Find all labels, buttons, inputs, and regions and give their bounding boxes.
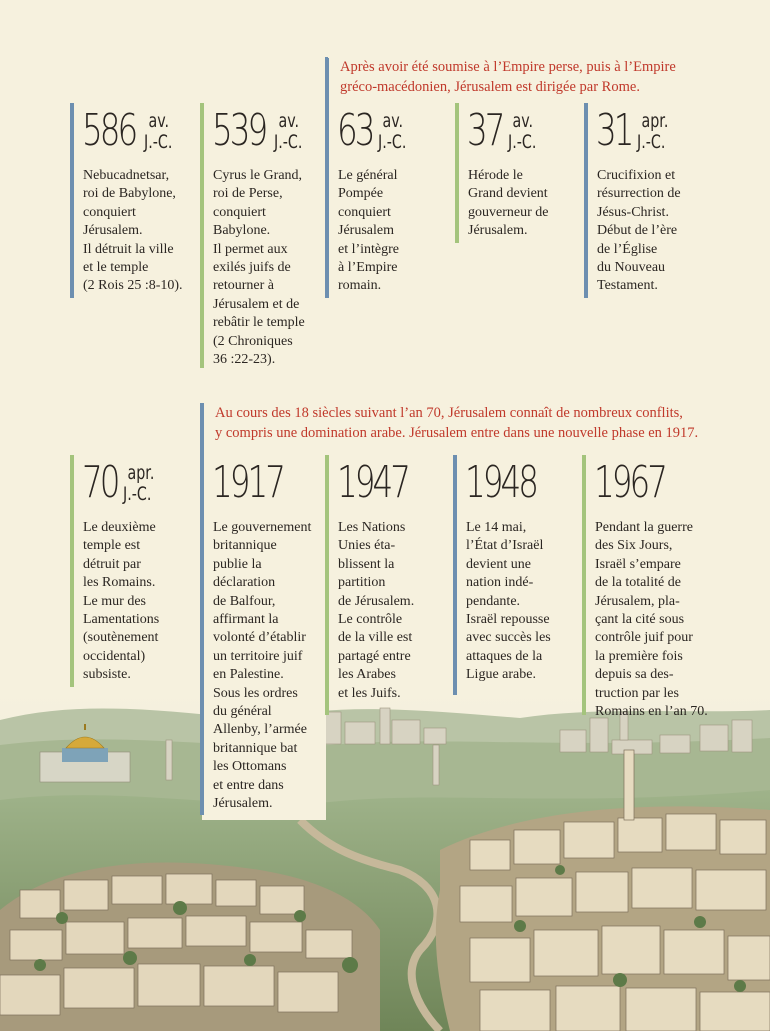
- timeline-year: 539: [212, 105, 266, 156]
- timeline-text: Le deuxième temple est détruit par les Romains. Le mur des Lamentations (soutènement occidental) subsiste.: [83, 520, 160, 683]
- timeline-era: [274, 111, 304, 153]
- timeline-era-line2: J.-C.: [378, 131, 407, 153]
- timeline-entry-1967: [582, 455, 732, 720]
- timeline-bar: [582, 455, 586, 715]
- timeline-bar: [584, 103, 588, 298]
- timeline-era-line2: J.-C.: [144, 131, 173, 153]
- intro-eighteen-centuries: Au cours des 18 siècles suivant l’an 70, Jérusalem connaît de nombreux conflits, y compris une domination arabe. Jérusalem entre dans une nouvelle phase en 1917.: [200, 403, 755, 441]
- timeline-era-line1: apr.: [641, 110, 669, 132]
- timeline-era-line2: J.-C.: [274, 131, 303, 153]
- timeline-era-line1: av.: [148, 110, 170, 132]
- timeline-bar: [200, 103, 204, 368]
- timeline-era: [123, 463, 153, 505]
- timeline-bar: [200, 403, 204, 815]
- timeline-entry-70: [70, 455, 195, 687]
- timeline-entry-539: [200, 103, 325, 368]
- timeline-entry-31: [584, 103, 724, 298]
- timeline-entry-63: [325, 103, 450, 343]
- timeline-era: [144, 111, 174, 153]
- timeline-year: 1948: [465, 457, 537, 508]
- jerusalem-landscape-illustration: [0, 690, 770, 1031]
- timeline-text: Le gouvernement britannique publie la déclaration de Balfour, affirmant la volonté d’établir un territoire juif en Palestine. Sous les ordres du général Allenby, l’armée britannique bat les Ottomans et entre dans Jérusalem.: [213, 520, 312, 812]
- timeline-text: Crucifixion et résurrection de Jésus-Christ. Début de l’ère de l’Église du Nouveau Testament.: [597, 168, 681, 294]
- timeline-year: 70: [82, 457, 118, 508]
- timeline-era: [508, 111, 538, 153]
- timeline-entry-586: [70, 103, 195, 298]
- timeline-year: 63: [337, 105, 373, 156]
- timeline-year: 37: [467, 105, 503, 156]
- timeline-entry-1917: [200, 455, 326, 815]
- timeline-text: Les Nations Unies éta- blissent la partition de Jérusalem. Le contrôle de la ville est partagé entre les Arabes et les Juifs.: [338, 520, 415, 701]
- timeline-era: [637, 111, 667, 153]
- timeline-era-line1: av.: [278, 110, 300, 132]
- timeline-era-line2: J.-C.: [508, 131, 537, 153]
- timeline-era-line1: apr.: [127, 462, 155, 484]
- timeline-entry-1947: [325, 455, 450, 715]
- timeline-text: Nebucadnetsar, roi de Babylone, conquiert Jérusalem. Il détruit la ville et le temple (2 Rois 25 :8-10).: [83, 168, 183, 294]
- intro-persian-rule: Après avoir été soumise à l’Empire perse, puis à l’Empire gréco-macédonien, Jérusalem est dirigée par Rome.: [325, 57, 760, 95]
- timeline-bar: [70, 103, 74, 298]
- timeline-era-line2: J.-C.: [637, 131, 666, 153]
- timeline-entry-37: [455, 103, 580, 243]
- timeline-bar: [455, 103, 459, 243]
- timeline-text: Le général Pompée conquiert Jérusalem et l’intègre à l’Empire romain.: [338, 168, 400, 294]
- timeline-year: 1967: [594, 457, 666, 508]
- timeline-bar: [453, 455, 457, 695]
- timeline-bar: [70, 455, 74, 687]
- timeline-entry-1948: [453, 455, 578, 695]
- timeline-year: 1917: [212, 457, 284, 508]
- timeline-text: Pendant la guerre des Six Jours, Israël s’empare de la totalité de Jérusalem, pla- çant la cité sous contrôle juif pour la première fois depuis sa des- truction par les Romains en l’an 70.: [595, 520, 708, 720]
- timeline-era-line1: av.: [512, 110, 534, 132]
- timeline-era: [378, 111, 408, 153]
- timeline-year: 586: [82, 105, 136, 156]
- timeline-era-line1: av.: [382, 110, 404, 132]
- timeline-text: Cyrus le Grand, roi de Perse, conquiert Babylone. Il permet aux exilés juifs de retourner à Jérusalem et de rebâtir le temple (2 Chroniques 36 :22-23).: [213, 168, 305, 368]
- timeline-year: 1947: [337, 457, 409, 508]
- timeline-text: Le 14 mai, l’État d’Israël devient une nation indé- pendante. Israël repousse avec succès les attaques de la Ligue arabe.: [466, 520, 551, 683]
- timeline-bar: [325, 58, 329, 298]
- timeline-text: Hérode le Grand devient gouverneur de Jérusalem.: [468, 168, 549, 239]
- timeline-year: 31: [596, 105, 632, 156]
- timeline-era-line2: J.-C.: [123, 483, 152, 505]
- timeline-bar: [325, 455, 329, 715]
